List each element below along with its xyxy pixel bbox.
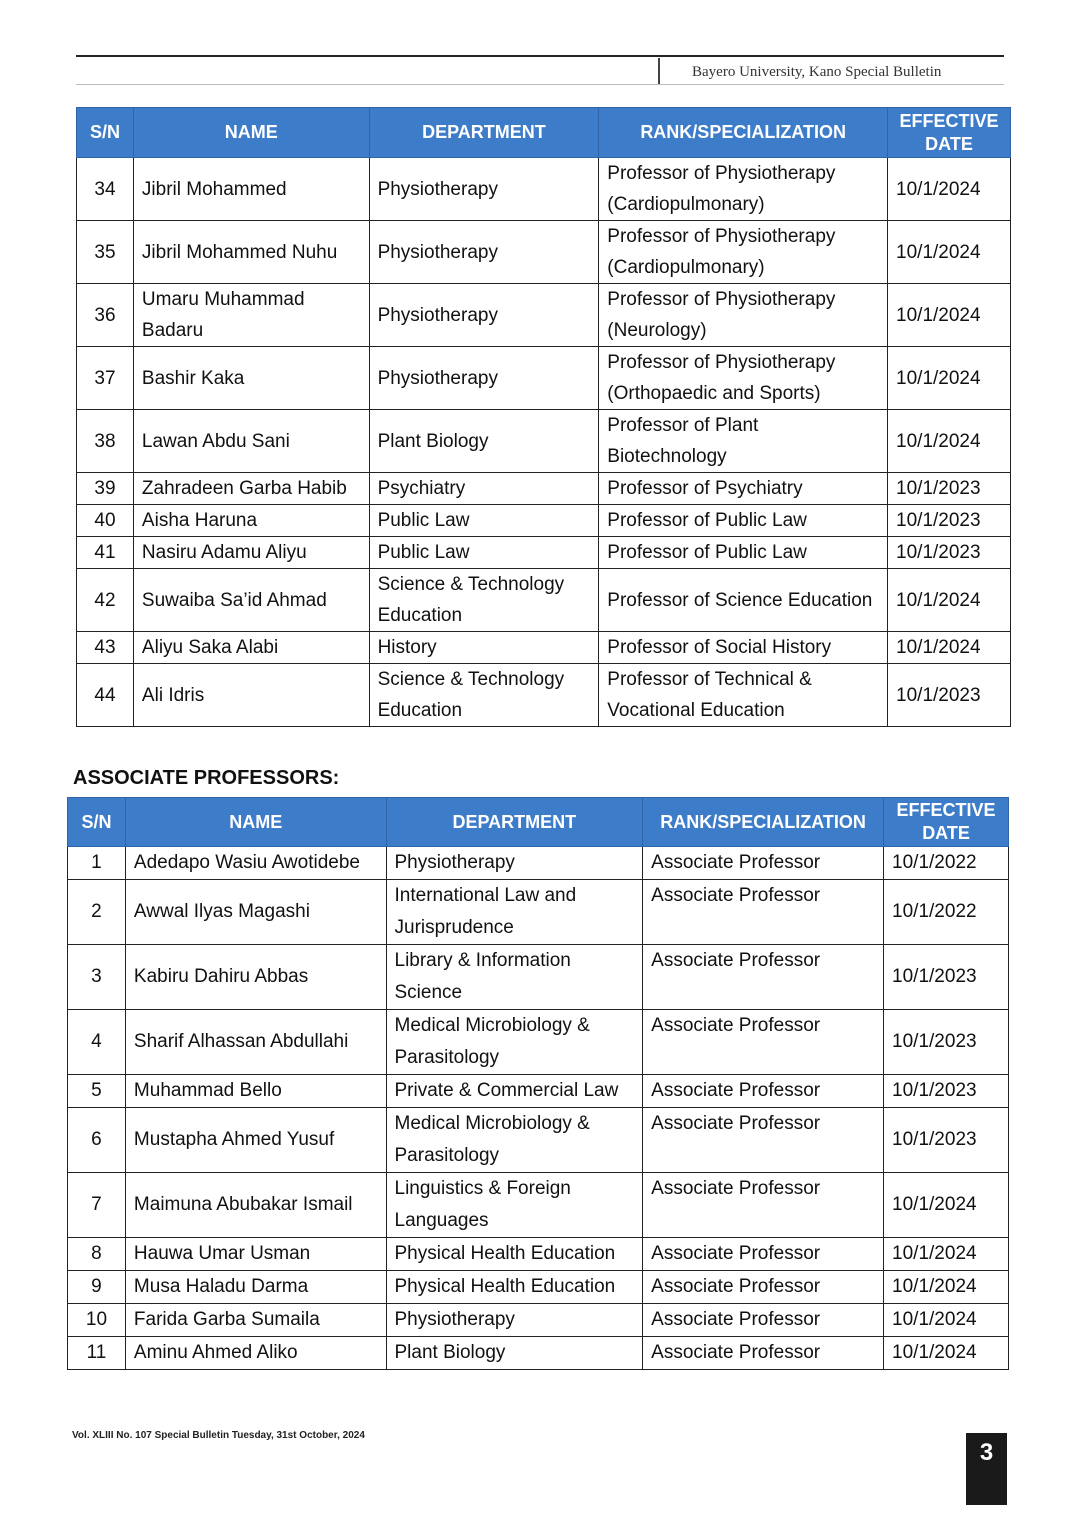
cell-name: Mustapha Ahmed Yusuf xyxy=(125,1108,386,1173)
cell-sn: 36 xyxy=(77,284,134,347)
cell-rank: Professor of Public Law xyxy=(599,505,888,537)
header-bottom-rule xyxy=(76,84,1004,85)
cell-name: Awwal Ilyas Magashi xyxy=(125,880,386,945)
cell-sn: 38 xyxy=(77,410,134,473)
table-header-row xyxy=(77,108,1011,158)
footer-issue-text: Vol. XLIII No. 107 Special Bulletin Tuesday, 31st October, 2024 xyxy=(72,1430,365,1441)
cell-department: Psychiatry xyxy=(369,473,599,505)
table-row xyxy=(77,664,1011,727)
cell-effective-date: 10/1/2024 xyxy=(888,284,1011,347)
col-header-effective-line2: DATE xyxy=(925,133,973,154)
cell-department: Physiotherapy xyxy=(386,1304,643,1337)
cell-name: Bashir Kaka xyxy=(133,347,369,410)
cell-rank: Professor of Physiotherapy (Cardiopulmonary) xyxy=(599,221,888,284)
cell-effective-date: 10/1/2022 xyxy=(884,880,1009,945)
col-header-name: NAME xyxy=(125,798,386,847)
cell-name: Kabiru Dahiru Abbas xyxy=(125,945,386,1010)
cell-name: Suwaiba Sa’id Ahmad xyxy=(133,569,369,632)
table-row xyxy=(77,158,1011,221)
cell-rank: Professor of Social History xyxy=(599,632,888,664)
col-header-department: DEPARTMENT xyxy=(369,108,599,158)
cell-rank: Associate Professor xyxy=(643,847,884,880)
col-header-effective-line1: EFFECTIVE xyxy=(896,800,996,820)
col-header-department: DEPARTMENT xyxy=(386,798,643,847)
cell-rank: Associate Professor xyxy=(643,945,884,1010)
table-row xyxy=(68,847,1009,880)
cell-effective-date: 10/1/2024 xyxy=(884,1337,1009,1370)
cell-sn: 42 xyxy=(77,569,134,632)
table-row xyxy=(68,880,1009,945)
page-number-badge: 3 xyxy=(966,1433,1007,1505)
cell-rank: Associate Professor xyxy=(643,1271,884,1304)
cell-rank: Associate Professor xyxy=(643,1238,884,1271)
cell-department: Plant Biology xyxy=(386,1337,643,1370)
col-header-effective-date xyxy=(888,108,1011,158)
cell-name: Musa Haladu Darma xyxy=(125,1271,386,1304)
cell-effective-date: 10/1/2024 xyxy=(888,347,1011,410)
table-row xyxy=(68,1337,1009,1370)
cell-sn: 1 xyxy=(68,847,126,880)
cell-department: International Law and Jurisprudence xyxy=(386,880,643,945)
cell-rank: Professor of Physiotherapy (Cardiopulmonary) xyxy=(599,158,888,221)
cell-department: Medical Microbiology & Parasitology xyxy=(386,1108,643,1173)
cell-rank: Professor of Physiotherapy (Orthopaedic and Sports) xyxy=(599,347,888,410)
cell-effective-date: 10/1/2024 xyxy=(888,158,1011,221)
cell-name: Umaru Muhammad Badaru xyxy=(133,284,369,347)
col-header-rank: RANK/SPECIALIZATION xyxy=(599,108,888,158)
cell-department: Medical Microbiology & Parasitology xyxy=(386,1010,643,1075)
table-row xyxy=(68,1304,1009,1337)
table-row xyxy=(77,410,1011,473)
cell-name: Hauwa Umar Usman xyxy=(125,1238,386,1271)
associate-professors-table xyxy=(67,797,1009,1370)
cell-department: Physiotherapy xyxy=(369,284,599,347)
col-header-effective-line2: DATE xyxy=(922,823,970,843)
table-row xyxy=(77,347,1011,410)
cell-name: Maimuna Abubakar Ismail xyxy=(125,1173,386,1238)
cell-sn: 3 xyxy=(68,945,126,1010)
header-divider-tick xyxy=(658,58,660,84)
cell-effective-date: 10/1/2024 xyxy=(884,1271,1009,1304)
cell-effective-date: 10/1/2023 xyxy=(884,945,1009,1010)
cell-sn: 34 xyxy=(77,158,134,221)
cell-rank: Associate Professor xyxy=(643,1337,884,1370)
cell-rank: Associate Professor xyxy=(643,1108,884,1173)
cell-effective-date: 10/1/2024 xyxy=(884,1238,1009,1271)
cell-sn: 8 xyxy=(68,1238,126,1271)
cell-effective-date: 10/1/2023 xyxy=(888,505,1011,537)
cell-effective-date: 10/1/2024 xyxy=(884,1173,1009,1238)
table-row xyxy=(68,1271,1009,1304)
col-header-rank: RANK/SPECIALIZATION xyxy=(643,798,884,847)
cell-department: Science & Technology Education xyxy=(369,569,599,632)
table-row xyxy=(77,632,1011,664)
cell-name: Aliyu Saka Alabi xyxy=(133,632,369,664)
cell-rank: Professor of Plant Biotechnology xyxy=(599,410,888,473)
cell-department: Library & Information Science xyxy=(386,945,643,1010)
section-heading-associate: ASSOCIATE PROFESSORS: xyxy=(73,767,340,789)
cell-effective-date: 10/1/2024 xyxy=(888,569,1011,632)
cell-name: Ali Idris xyxy=(133,664,369,727)
cell-rank: Associate Professor xyxy=(643,1304,884,1337)
col-header-sn: S/N xyxy=(77,108,134,158)
cell-department: Public Law xyxy=(369,505,599,537)
cell-name: Lawan Abdu Sani xyxy=(133,410,369,473)
cell-sn: 37 xyxy=(77,347,134,410)
cell-sn: 11 xyxy=(68,1337,126,1370)
cell-effective-date: 10/1/2023 xyxy=(884,1075,1009,1108)
table-row xyxy=(77,284,1011,347)
bulletin-title: Bayero University, Kano Special Bulletin xyxy=(692,64,942,80)
cell-sn: 6 xyxy=(68,1108,126,1173)
cell-department: Private & Commercial Law xyxy=(386,1075,643,1108)
table-row xyxy=(68,1238,1009,1271)
table-row xyxy=(77,569,1011,632)
cell-sn: 44 xyxy=(77,664,134,727)
table-row xyxy=(68,1075,1009,1108)
col-header-sn: S/N xyxy=(68,798,126,847)
cell-name: Zahradeen Garba Habib xyxy=(133,473,369,505)
cell-department: Physical Health Education xyxy=(386,1271,643,1304)
table-row xyxy=(68,945,1009,1010)
table-row xyxy=(77,537,1011,569)
cell-name: Adedapo Wasiu Awotidebe xyxy=(125,847,386,880)
cell-name: Sharif Alhassan Abdullahi xyxy=(125,1010,386,1075)
cell-sn: 5 xyxy=(68,1075,126,1108)
header-top-rule xyxy=(76,55,1004,57)
cell-name: Farida Garba Sumaila xyxy=(125,1304,386,1337)
cell-department: Physiotherapy xyxy=(369,158,599,221)
cell-rank: Associate Professor xyxy=(643,1075,884,1108)
table-header-row xyxy=(68,798,1009,847)
cell-department: Physiotherapy xyxy=(369,221,599,284)
professors-table xyxy=(76,107,1011,727)
cell-rank: Professor of Physiotherapy (Neurology) xyxy=(599,284,888,347)
cell-name: Jibril Mohammed xyxy=(133,158,369,221)
cell-department: Linguistics & Foreign Languages xyxy=(386,1173,643,1238)
cell-sn: 2 xyxy=(68,880,126,945)
cell-sn: 4 xyxy=(68,1010,126,1075)
cell-sn: 7 xyxy=(68,1173,126,1238)
cell-effective-date: 10/1/2024 xyxy=(888,221,1011,284)
cell-effective-date: 10/1/2023 xyxy=(888,537,1011,569)
cell-name: Aminu Ahmed Aliko xyxy=(125,1337,386,1370)
table-row xyxy=(68,1010,1009,1075)
cell-effective-date: 10/1/2023 xyxy=(884,1010,1009,1075)
cell-department: Public Law xyxy=(369,537,599,569)
cell-department: Science & Technology Education xyxy=(369,664,599,727)
cell-sn: 41 xyxy=(77,537,134,569)
cell-name: Jibril Mohammed Nuhu xyxy=(133,221,369,284)
col-header-name: NAME xyxy=(133,108,369,158)
cell-sn: 35 xyxy=(77,221,134,284)
cell-name: Aisha Haruna xyxy=(133,505,369,537)
cell-name: Nasiru Adamu Aliyu xyxy=(133,537,369,569)
col-header-effective-line1: EFFECTIVE xyxy=(899,110,999,131)
cell-effective-date: 10/1/2022 xyxy=(884,847,1009,880)
cell-effective-date: 10/1/2024 xyxy=(888,410,1011,473)
cell-department: Physical Health Education xyxy=(386,1238,643,1271)
cell-sn: 10 xyxy=(68,1304,126,1337)
cell-rank: Associate Professor xyxy=(643,880,884,945)
cell-effective-date: 10/1/2023 xyxy=(884,1108,1009,1173)
cell-effective-date: 10/1/2024 xyxy=(888,632,1011,664)
table-row xyxy=(77,221,1011,284)
cell-rank: Associate Professor xyxy=(643,1010,884,1075)
cell-sn: 9 xyxy=(68,1271,126,1304)
cell-sn: 39 xyxy=(77,473,134,505)
cell-sn: 40 xyxy=(77,505,134,537)
col-header-effective-date xyxy=(884,798,1009,847)
cell-effective-date: 10/1/2023 xyxy=(888,473,1011,505)
table-row xyxy=(77,505,1011,537)
cell-rank: Associate Professor xyxy=(643,1173,884,1238)
cell-department: History xyxy=(369,632,599,664)
cell-rank: Professor of Technical & Vocational Education xyxy=(599,664,888,727)
cell-department: Plant Biology xyxy=(369,410,599,473)
cell-rank: Professor of Public Law xyxy=(599,537,888,569)
cell-sn: 43 xyxy=(77,632,134,664)
cell-name: Muhammad Bello xyxy=(125,1075,386,1108)
table-row xyxy=(77,473,1011,505)
table-row xyxy=(68,1173,1009,1238)
cell-department: Physiotherapy xyxy=(369,347,599,410)
cell-rank: Professor of Science Education xyxy=(599,569,888,632)
cell-department: Physiotherapy xyxy=(386,847,643,880)
cell-effective-date: 10/1/2024 xyxy=(884,1304,1009,1337)
cell-effective-date: 10/1/2023 xyxy=(888,664,1011,727)
table-row xyxy=(68,1108,1009,1173)
cell-rank: Professor of Psychiatry xyxy=(599,473,888,505)
